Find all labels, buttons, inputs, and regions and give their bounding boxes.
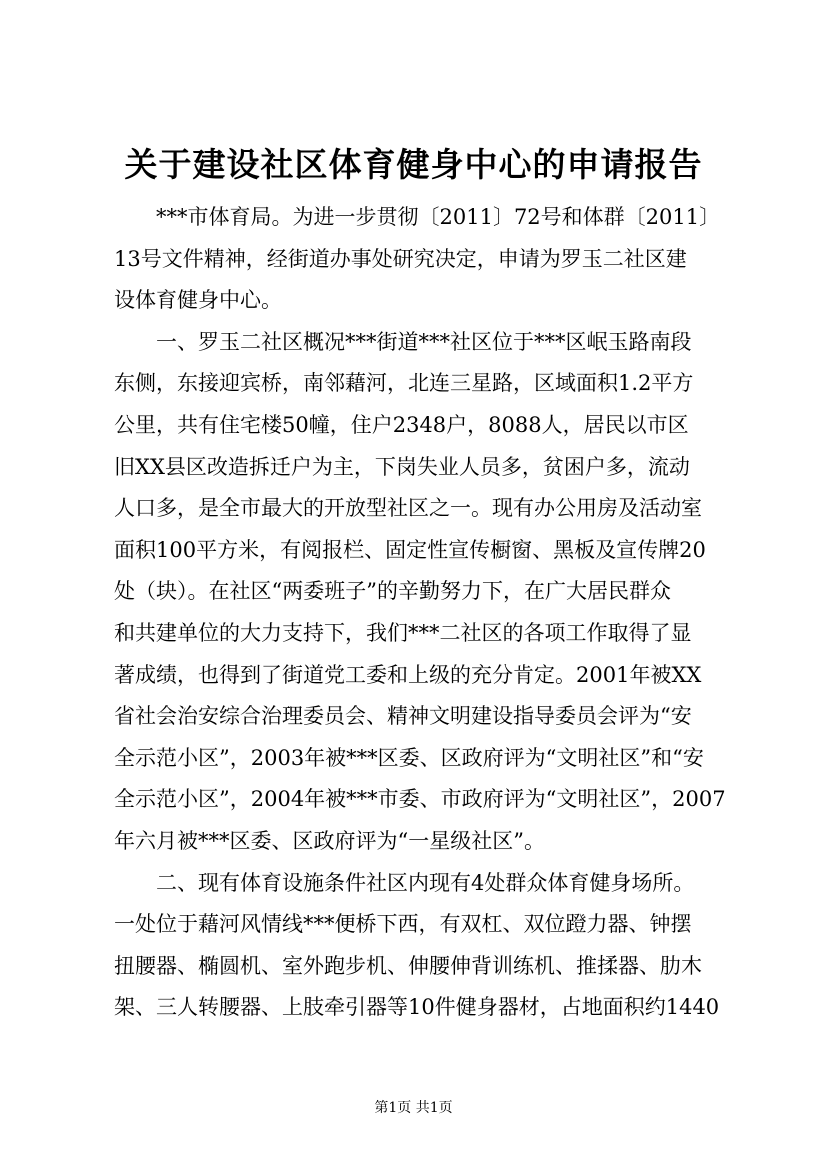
text-line: 处（块）。在社区“两委班子”的辛勤努力下，在广大居民群众	[114, 579, 671, 604]
text-line: 一处位于藉河风情线***便桥下西，有双杠、双位蹬力器、钟摆	[114, 912, 692, 937]
text-line: 东侧，东接迎宾桥，南邻藉河，北连三星路，区域面积1.2平方	[114, 371, 694, 396]
text-line: 一、罗玉二社区概况***街道***社区位于***区岷玉路南段	[156, 329, 692, 354]
text-line: 全示范小区”，2003年被***区委、区政府评为“文明社区”和“安	[114, 745, 704, 770]
page-footer: 第1页 共1页	[374, 1100, 453, 1116]
text-line: 和共建单位的大力支持下，我们***二社区的各项工作取得了显	[114, 620, 692, 645]
text-line: 省社会治安综合治理委员会、精神文明建设指导委员会评为“安	[114, 704, 692, 729]
document-title: 关于建设社区体育健身中心的申请报告	[124, 145, 703, 184]
text-line: 13号文件精神，经街道办事处研究决定，申请为罗玉二社区建	[114, 246, 687, 271]
text-line: ***市体育局。为进一步贯彻〔2011〕72号和体群〔2011〕	[156, 205, 721, 229]
text-line: 二、现有体育设施条件社区内现有4处群众体育健身场所。	[156, 870, 695, 895]
text-line: 人口多，是全市最大的开放型社区之一。现有办公用房及活动室	[114, 496, 702, 521]
text-line: 著成绩，也得到了街道党工委和上级的充分肯定。2001年被XX	[114, 662, 702, 687]
text-line: 扭腰器、椭圆机、室外跑步机、伸腰伸背训练机、推揉器、肋木	[114, 953, 702, 978]
text-line: 设体育健身中心。	[114, 288, 282, 313]
text-line: 年六月被***区委、区政府评为“一星级社区”。	[114, 828, 545, 853]
text-line: 公里，共有住宅楼50幢，住户2348户，8088人，居民以市区	[114, 412, 689, 437]
document-body	[114, 197, 734, 1029]
text-line: 面积100平方米，有阅报栏、固定性宣传橱窗、黑板及宣传牌20	[114, 537, 706, 562]
text-line: 旧XX县区改造拆迁户为主，下岗失业人员多，贫困户多，流动	[114, 454, 690, 479]
text-line: 全示范小区”，2004年被***市委、市政府评为“文明社区”，2007	[114, 787, 726, 812]
text-line: 架、三人转腰器、上肢牵引器等10件健身器材，占地面积约1440	[114, 995, 720, 1020]
